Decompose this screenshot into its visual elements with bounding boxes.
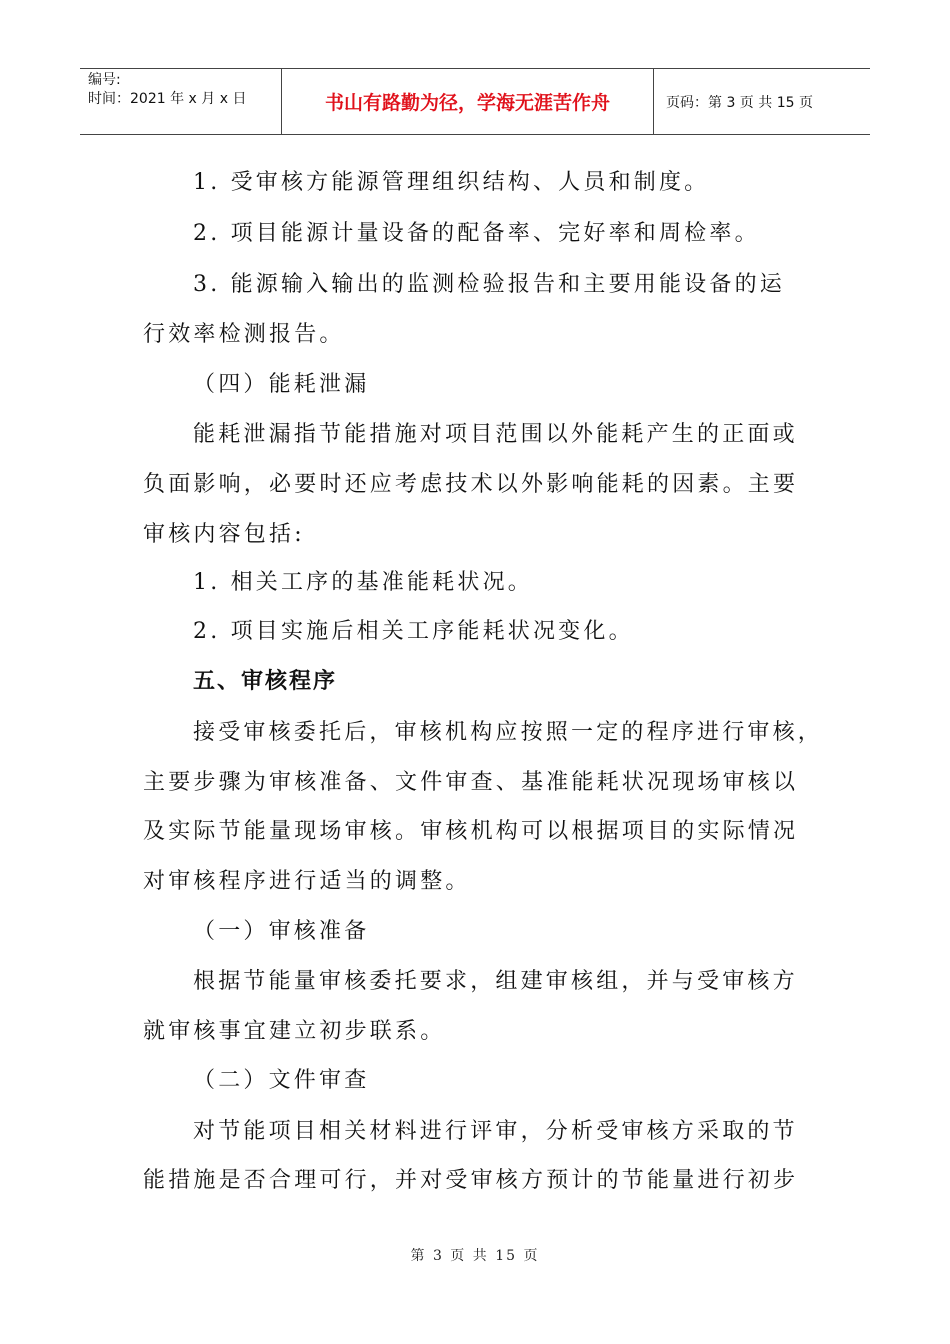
header-motto: 书山有路勤为径，学海无涯苦作舟 bbox=[282, 69, 654, 134]
subsection-heading: （四）能耗泄漏 bbox=[193, 372, 370, 397]
paragraph-line: 能措施是否合理可行，并对受审核方预计的节能量进行初步 bbox=[143, 1168, 799, 1193]
document-number-label: 编号: bbox=[88, 72, 121, 88]
section-heading: 五、审核程序 bbox=[193, 669, 338, 694]
paragraph-line: 主要步骤为审核准备、文件审查、基准能耗状况现场审核以 bbox=[143, 770, 799, 795]
list-item: 3. 能源输入输出的监测检验报告和主要用能设备的运 bbox=[193, 272, 785, 297]
document-date: 时间：2021 年 x 月 x 日 bbox=[88, 91, 247, 107]
page-header bbox=[80, 68, 870, 135]
header-meta bbox=[80, 69, 282, 134]
list-item: 2. 项目能源计量设备的配备率、完好率和周检率。 bbox=[193, 221, 760, 246]
list-item: 1. 受审核方能源管理组织结构、人员和制度。 bbox=[193, 170, 710, 195]
paragraph-line: 接受审核委托后，审核机构应按照一定的程序进行审核， bbox=[193, 720, 824, 745]
paragraph-line: 就审核事宜建立初步联系。 bbox=[143, 1019, 446, 1044]
subsection-heading: （二）文件审查 bbox=[193, 1068, 370, 1093]
list-item: 1. 相关工序的基准能耗状况。 bbox=[193, 570, 533, 595]
list-item: 2. 项目实施后相关工序能耗状况变化。 bbox=[193, 619, 634, 644]
paragraph-line: 负面影响，必要时还应考虑技术以外影响能耗的因素。主要 bbox=[143, 472, 799, 497]
subsection-heading: （一）审核准备 bbox=[193, 919, 370, 944]
paragraph-line: 对节能项目相关材料进行评审，分析受审核方采取的节 bbox=[193, 1119, 798, 1144]
paragraph-line: 审核内容包括: bbox=[143, 522, 305, 547]
header-page-info: 页码：第 3 页 共 15 页 bbox=[666, 94, 813, 111]
paragraph-line: 行效率检测报告。 bbox=[143, 322, 345, 347]
page-footer: 第 3 页 共 15 页 bbox=[410, 1248, 540, 1264]
paragraph-line: 能耗泄漏指节能措施对项目范围以外能耗产生的正面或 bbox=[193, 422, 798, 447]
paragraph-line: 根据节能量审核委托要求，组建审核组，并与受审核方 bbox=[193, 969, 798, 994]
paragraph-line: 及实际节能量现场审核。审核机构可以根据项目的实际情况 bbox=[143, 819, 799, 844]
paragraph-line: 对审核程序进行适当的调整。 bbox=[143, 869, 471, 894]
